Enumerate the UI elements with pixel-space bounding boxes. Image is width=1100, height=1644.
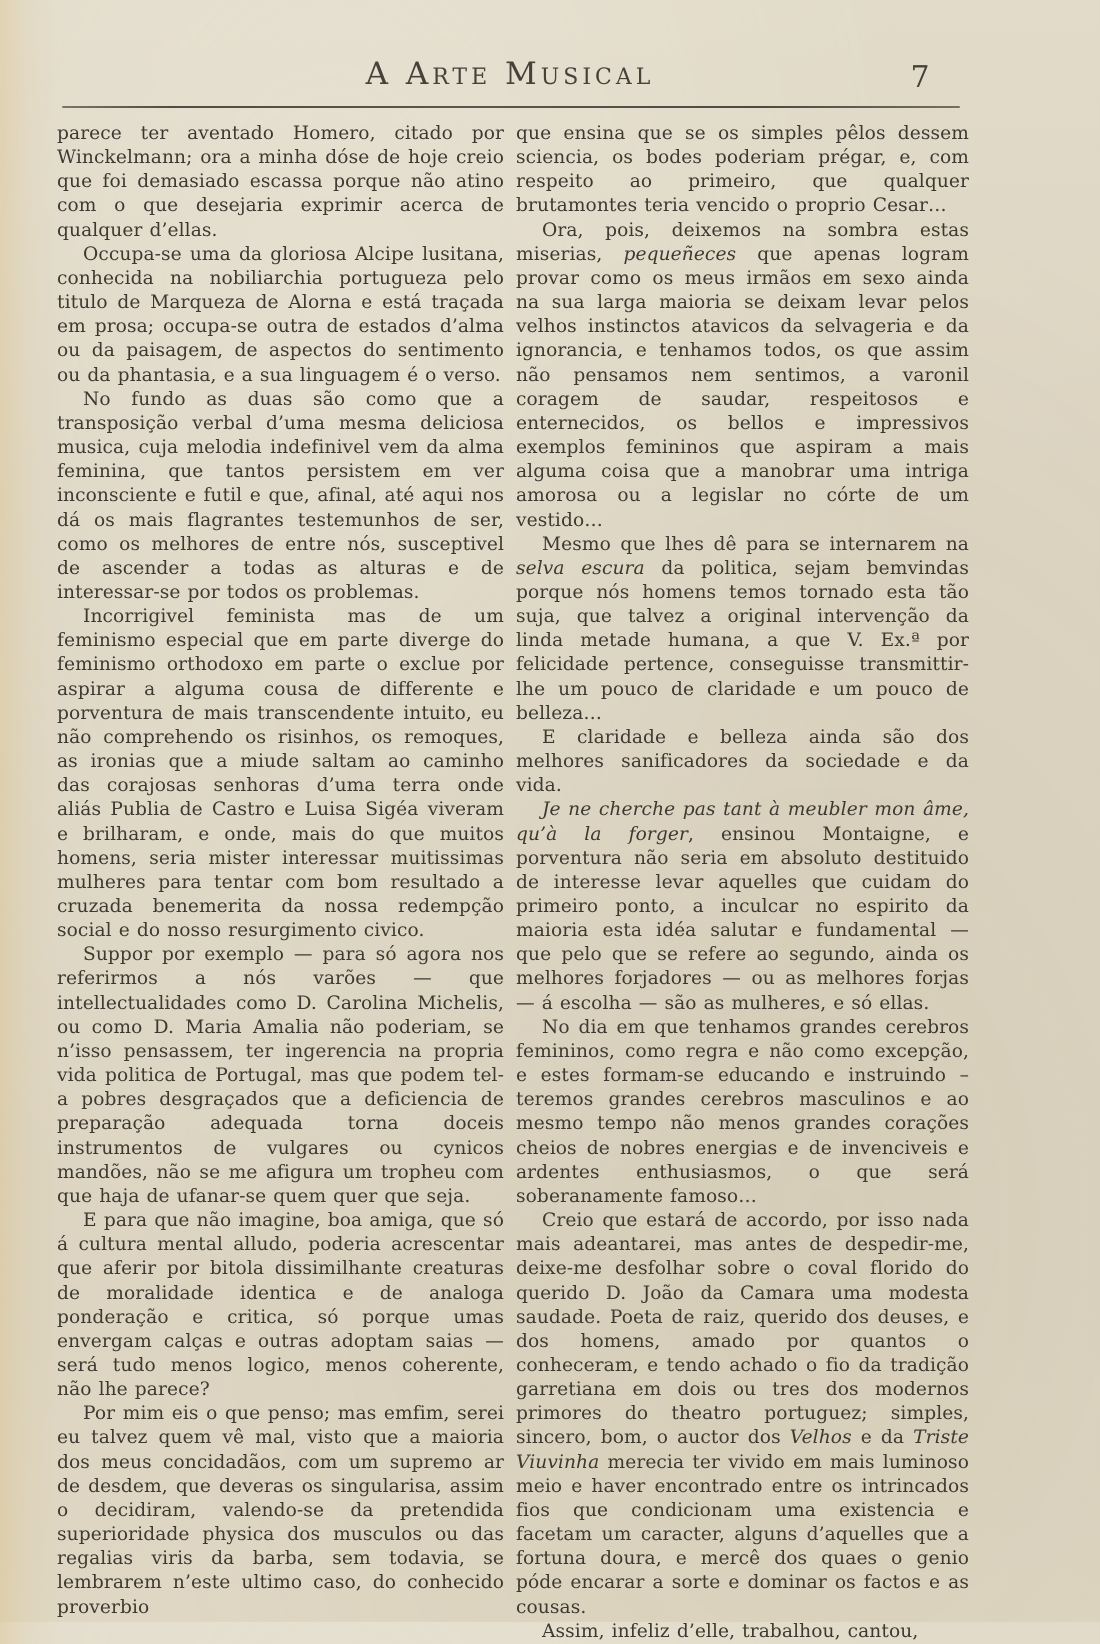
paragraph: Je ne cherche pas tant à meubler mon âme, qu’à la forger, ensinou Montaigne, e porventura não seria em absoluto destituido de interesse levar aquelles que cuidam do primeiro ponto, a inculcar no espirito da maioria esta idéa salutar e fundamental — que pelo que se refere ao segundo, ainda os melhores forjadores — ou as melhores forjas — á escolha — são as mulheres, e só ellas. xyxy=(516,799,969,1014)
paragraph: No dia em que tenhamos grandes cerebros femininos, como regra e não como excepção, e estes formam-se educando e instruindo – teremos grandes cerebros masculinos e ao mesmo tempo não menos grandes corações cheios de nobres energias e de invenciveis e ardentes enthusiasmos, o que será soberanamente famoso… xyxy=(516,1016,969,1207)
paragraph: E para que não imagine, boa amiga, que só á cultura mental alludo, poderia acrescentar que aferir por bitola dissimilhante creaturas de moralidade identica e de analoga ponderação e critica, só porque umas envergam calças e outras adoptam saias — será tudo menos logico, menos coherente, não lhe parece? xyxy=(57,1210,504,1401)
right-column xyxy=(516,122,969,1644)
paragraph: Incorrigivel feminista mas de um feminismo especial que em parte diverge do feminismo orthodoxo em parte o exclue por aspirar a alguma cousa de differente e porventura de mais transcendente intuito, eu não comprehendo os risinhos, os remoques, as ironias que a miude saltam ao caminho das corajosas senhoras d’uma terra onde aliás Publia de Castro e Luisa Sigéa viveram e brilharam, e onde, mais do que muitos homens, seria mister interessar muitissimas mulheres para tentar com bom resultado a cruzada benemerita da nossa redempção social e do nosso resurgimento civico. xyxy=(57,606,504,942)
paragraph: Occupa-se uma da gloriosa Alcipe lusitana, conhecida na nobiliarchia portugueza pelo titulo de Marqueza de Alorna e está traçada em prosa; occupa-se outra de estados d’alma ou da paisagem, de aspectos do sentimento ou da phantasia, e a sua linguagem é o verso. xyxy=(57,243,504,386)
paragraph: Por mim eis o que penso; mas emfim, serei eu talvez quem vê mal, visto que a maioria dos meus concidadãos, com um supremo ar de desdem, que deveras os singularisa, assim o decidiram, valendo-se da pretendida superioridade physica dos musculos ou das regalias viris da barba, sem todavia, se lembrarem n’este ultimo caso, do conhecido proverbio xyxy=(57,1403,504,1618)
paragraph: parece ter aventado Homero, citado por Winckelmann; ora a minha dóse de hoje creio que foi demasiado escassa porque não atino com o que desejaria exprimir acerca de qualquer d’ellas. xyxy=(57,123,504,241)
paragraph: No fundo as duas são como que a transposição verbal d’uma mesma deliciosa musica, cuja melodia indefinivel vem da alma feminina, que tantos persistem em ver inconsciente e futil e que, afinal, até aqui nos dá os mais flagrantes testemunhos de ser, como os melhores de entre nós, susceptivel de ascender a todas as alturas e de interessar-se por todos os problemas. xyxy=(57,388,504,603)
paragraph: que ensina que se os simples pêlos dessem sciencia, os bodes poderiam prégar, e, com respeito ao primeiro, que qualquer brutamontes teria vencido o proprio Cesar… xyxy=(516,123,969,217)
paragraph: Assim, infeliz d’elle, trabalhou, cantou, xyxy=(542,1620,919,1642)
paragraph: Mesmo que lhes dê para se internarem na selva escura da politica, sejam bemvindas porque nós homens temos tornado esta tão suja, que talvez a original intervenção da linda metade humana, a que V. Ex.ª por felicidade pertence, conseguisse transmittir-lhe um pouco de claridade e um pouco de belleza… xyxy=(516,533,970,724)
page-number: 7 xyxy=(910,60,930,95)
paragraph: Suppor por exemplo — para só agora nos referirmos a nós varões — que intellectualidades como D. Carolina Michelis, ou como D. Maria Amalia não poderiam, se n’isso pensassem, ter ingerencia na propria vida politica de Portugal, mas que podem tel-a pobres desgraçados que a deficiencia de preparação adequada torna doceis instrumentos de vulgares ou cynicos mandões, não se me afigura um tropheu com que haja de ufanar-se quem quer que seja. xyxy=(57,944,504,1207)
text-columns xyxy=(57,122,969,1644)
header-rule xyxy=(62,106,960,108)
paragraph: Ora, pois, deixemos na sombra estas miserias, pequeñeces que apenas logram provar como os meus irmãos em sexo ainda na sua larga maioria se deixam levar pelos velhos instinctos atavicos da selvageria e da ignorancia, e tenhamos todos, os que assim não pensamos nem sentimos, a varonil coragem de saudar, respeitosos e enternecidos, os bellos e impressivos exemplos femininos que aspiram a mais alguma coisa que a manobrar uma intriga amorosa ou a legislar no córte de um vestido… xyxy=(516,219,969,531)
page-header xyxy=(57,56,963,92)
paragraph: Creio que estará de accordo, por isso nada mais adeantarei, mas antes de despedir-me, deixe-me desfolhar sobre o coval florido do querido D. João da Camara uma modesta saudade. Poeta de raiz, querido dos deuses, e dos homens, amado por quantos o conheceram, e tendo achado o fio da tradição garretiana em dois ou tres dos modernos primores do theatro portuguez; simples, sincero, bom, o auctor dos Velhos e da Triste Viuvinha merecia ter vivido em mais luminoso meio e haver encontrado entre os intrincados fios que condicionam uma existencia e facetam um caracter, alguns d’aquelles que a fortuna doura, e mercê dos quaes o genio póde encarar a sorte e dominar os factos e as cousas. xyxy=(516,1210,969,1618)
page-title: A Arte Musical xyxy=(365,56,655,92)
left-column xyxy=(57,122,504,1644)
paragraph: E claridade e belleza ainda são dos melhores sanificadores da sociedade e da vida. xyxy=(516,726,969,797)
